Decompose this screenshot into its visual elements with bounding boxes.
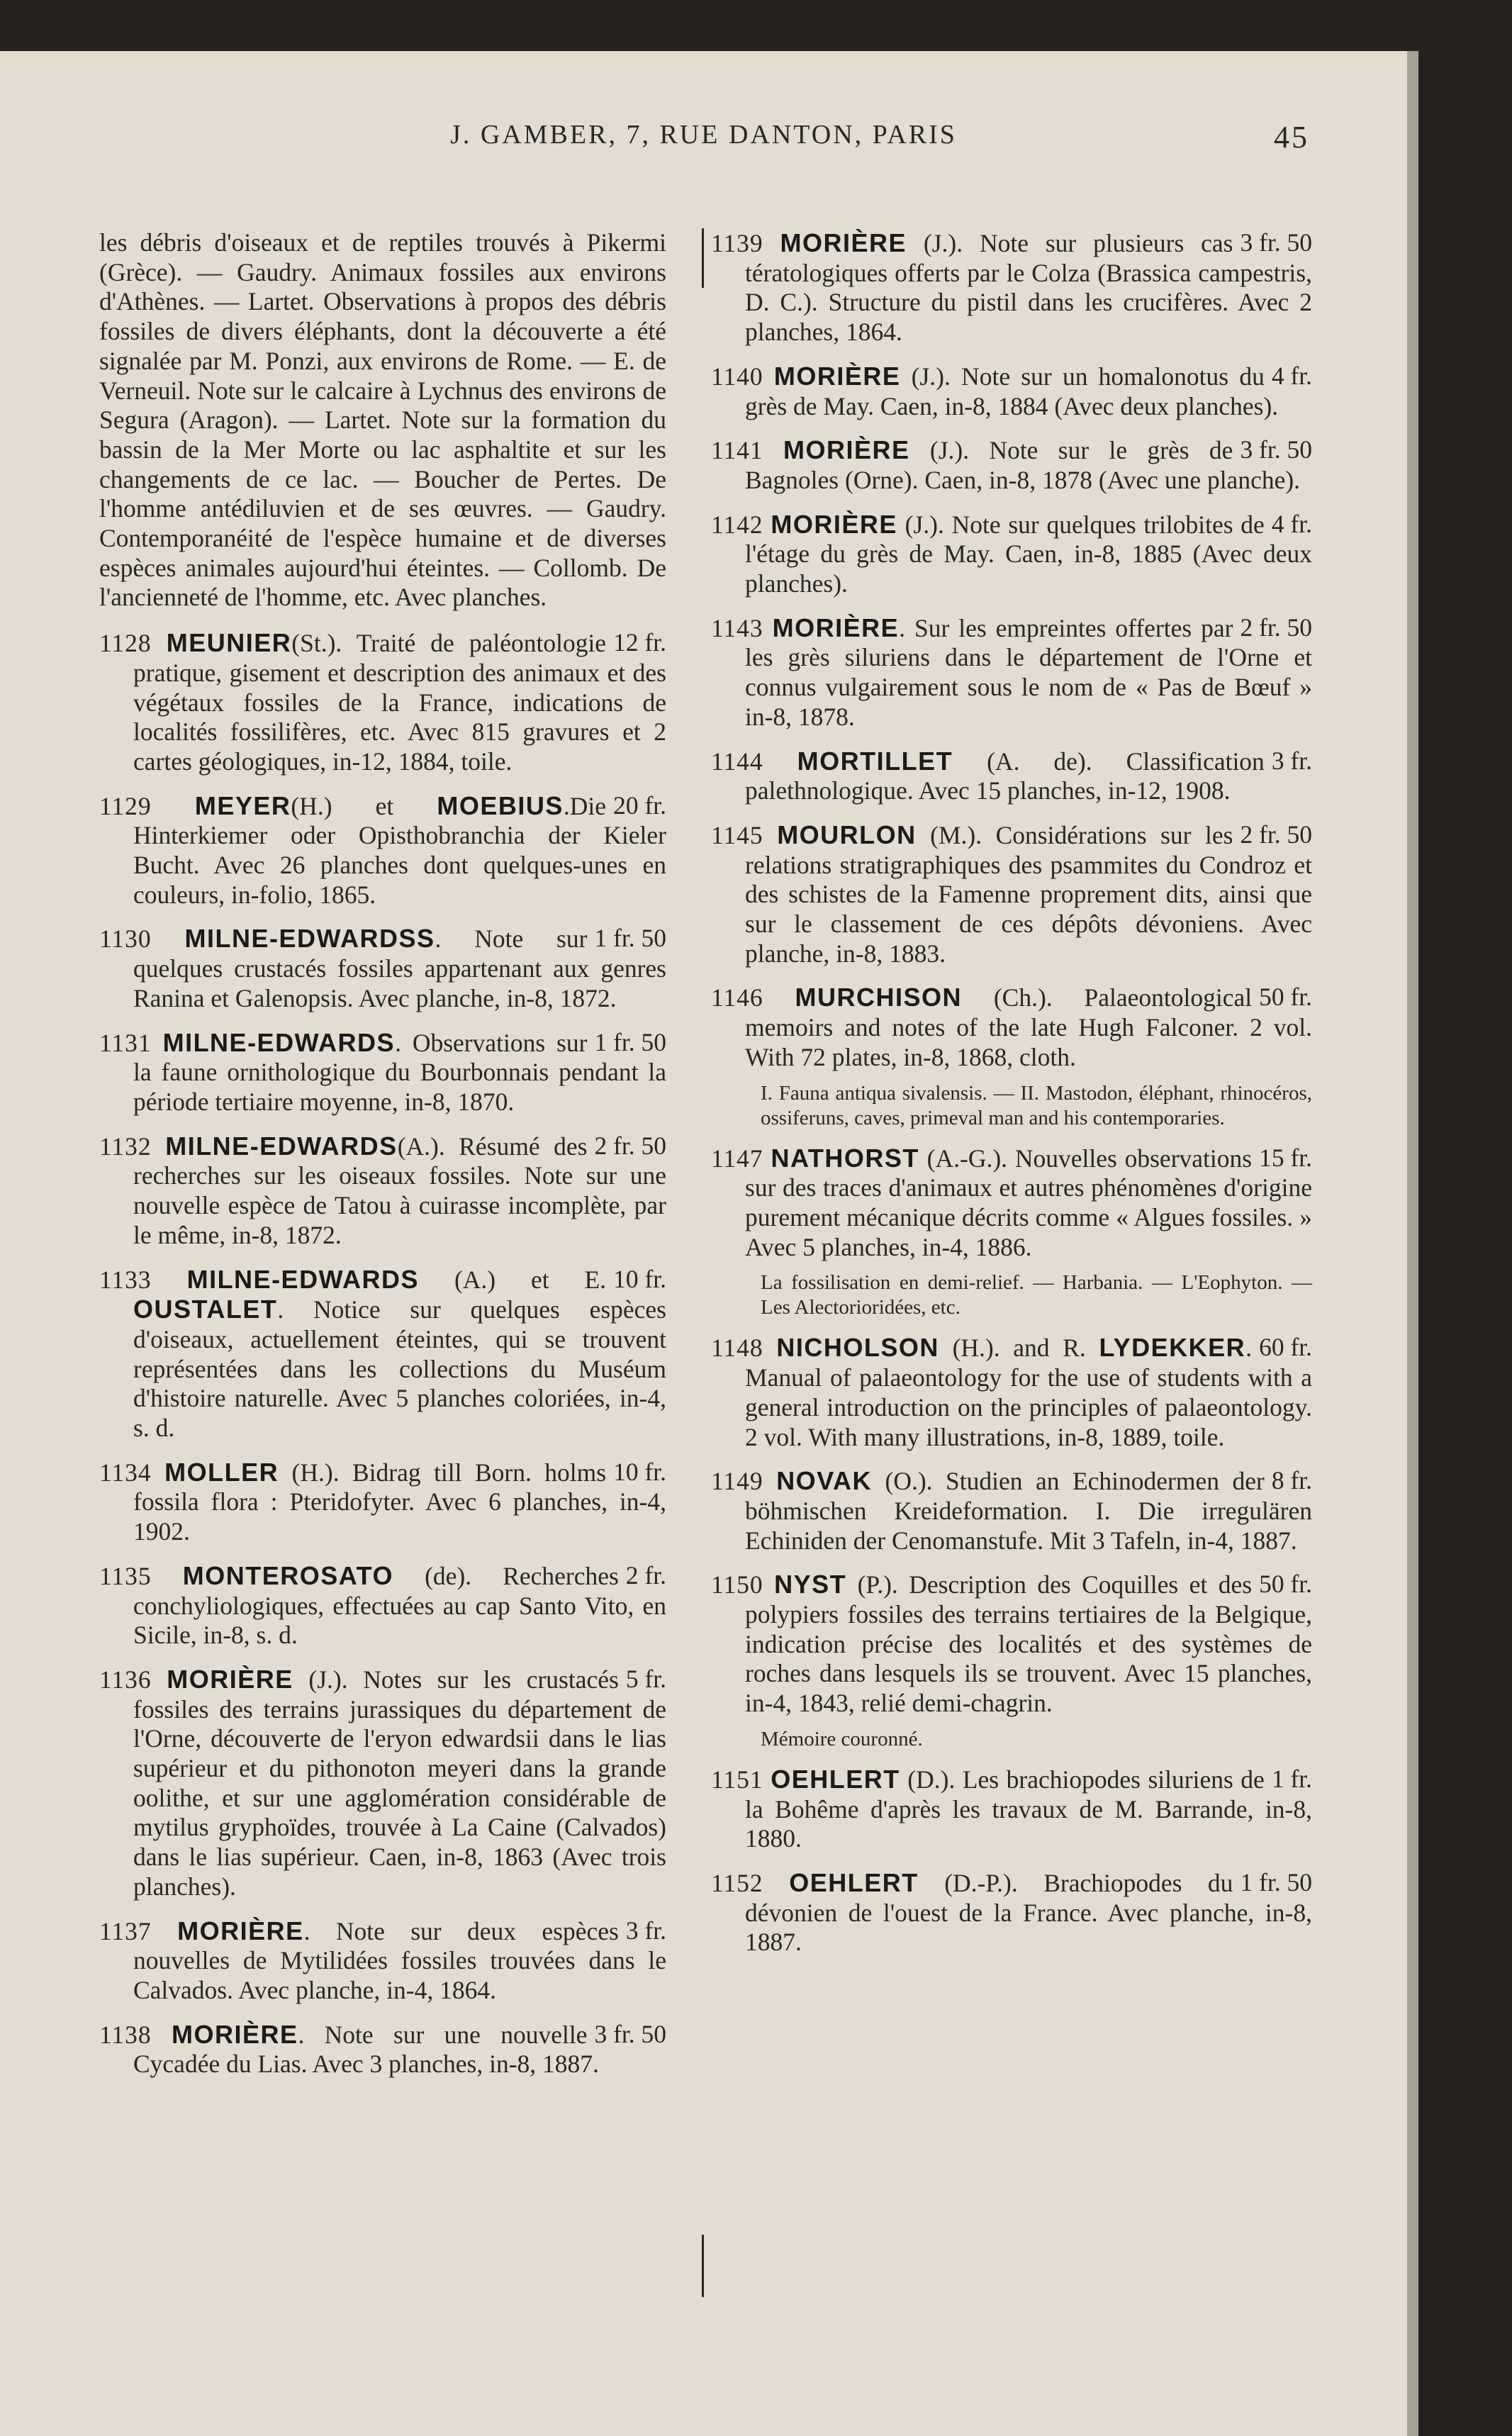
entry-author: MOLLER xyxy=(164,1457,279,1487)
entry-price: 8 fr. xyxy=(1271,1466,1312,1495)
entry-author: NICHOLSON xyxy=(776,1333,939,1363)
catalog-entry xyxy=(711,1868,1312,1957)
entry-number: 1136 xyxy=(99,1665,152,1694)
entry-price: 3 fr. 50 xyxy=(1240,228,1312,257)
entry-number: 1139 xyxy=(711,229,763,257)
entry-note: Mémoire couronné. xyxy=(761,1727,923,1750)
entry-description: (J.). Note sur quelques trilobites de l'étage du grès de May. Caen, in-8, 1885 (Avec deux planches). xyxy=(745,510,1312,598)
entry-description: (D.). Les brachiopodes siluriens de la Bohême d'après les travaux de M. Barrande, in-8, 1880. xyxy=(745,1765,1312,1853)
entry-author-link: (H.) et xyxy=(291,791,437,820)
entry-number: 1135 xyxy=(99,1561,152,1590)
entry-author: MEUNIER xyxy=(166,628,292,658)
catalog-entry xyxy=(711,228,1312,347)
entry-author: MORIÈRE xyxy=(177,1916,304,1945)
catalog-entry xyxy=(99,1665,666,1902)
page-edge xyxy=(1407,51,1418,2436)
entry-number: 1140 xyxy=(711,362,763,391)
entry-author-link: (A.) et E. xyxy=(419,1265,607,1294)
entry-description: .Die Hinterkiemer oder Opisthobranchia der Kieler Bucht. Avec 26 planches dont quelques-unes en couleurs, in-folio, 1865. xyxy=(133,791,666,909)
entry-author: MILNE-EDWARDS xyxy=(165,1131,398,1161)
entry-price: 50 fr. xyxy=(1259,983,1312,1012)
catalog-entry xyxy=(711,983,1312,1072)
entry-number: 1134 xyxy=(99,1458,152,1487)
continued-entry-text: les débris d'oiseaux et de reptiles trouvés à Pikermi (Grèce). — Gaudry. Animaux fossiles aux environs d'Athènes. — Lartet. Observations à propos des débris fossiles de divers éléphants, dont la découverte a été signalée par M. Ponzi, aux environs de Rome. — E. de Verneuil. Note sur le calcaire à Lychnus des environs de Segura (Aragon). — Lartet. Note sur la formation du bassin de la Mer Morte ou lac asphaltite et sur les changements de ce lac. — Boucher de Pertes. De l'homme antédiluvien et de ses œuvres. — Gaudry. Contemporanéité de l'espèce humaine et de diverses espèces animales aujourd'hui éteintes. — Collomb. De l'ancienneté de l'homme, etc. Avec planches. xyxy=(99,228,666,612)
entry-number: 1138 xyxy=(99,2020,152,2049)
entry-price: 1 fr. 50 xyxy=(1240,1867,1312,1896)
entry-author: MORIÈRE xyxy=(780,228,907,257)
entry-description: . Note sur une nouvelle Cycadée du Lias. Avec 3 planches, in-8, 1887. xyxy=(133,2020,599,2079)
entry-note: I. Fauna antiqua sivalensis. — II. Mastodon, éléphant, rhinocéros, ossiferuns, caves, primeval man and his contemporaries. xyxy=(761,1081,1312,1129)
entry-author: MORTILLET xyxy=(797,746,953,776)
entry-price: 10 fr. xyxy=(613,1457,666,1486)
catalog-entry xyxy=(711,1765,1312,1854)
entry-number: 1141 xyxy=(711,436,763,465)
entry-description: (J.). Note sur plusieurs cas tératologiques offerts par le Colza (Brassica campestris, D. C.). Structure du pistil dans les crucifères. Avec 2 planches, 1864. xyxy=(745,229,1312,347)
entry-description: . Note sur quelques crustacés fossiles appartenant aux genres Ranina et Galenopsis. Avec planche, in-8, 1872. xyxy=(133,924,666,1012)
entry-author-link: (H.). and R. xyxy=(939,1334,1099,1363)
entry-price: 3 fr. 50 xyxy=(594,2019,666,2048)
entry-number: 1130 xyxy=(99,924,152,954)
entry-description: (St.). Traité de paléontologie pratique, gisement et description des animaux et des végétaux fossiles de la France, indications de localités fossilifères, etc. Avec 815 gravures et 2 cartes géologiques, in-12, 1884, toile. xyxy=(133,629,666,776)
entry-author: MORIÈRE xyxy=(171,2019,298,2049)
entry-price: 1 fr. xyxy=(1271,1764,1312,1793)
entry-price: 2 fr. 50 xyxy=(1240,820,1312,849)
entry-note: La fossilisation en demi-relief. — Harbania. — L'Eophyton. — Les Alectorioridées, etc. xyxy=(761,1271,1312,1319)
catalog-entry xyxy=(711,1333,1312,1452)
entry-price: 60 fr. xyxy=(1259,1333,1312,1362)
entry-description: . Manual of palaeontology for the use of students with a general introduction on the principles of palaeontology. 2 vol. With many illustrations, in-8, 1889, toile. xyxy=(745,1334,1312,1451)
page-header xyxy=(0,119,1407,162)
entry-description: (P.). Description des Coquilles et des polypiers fossiles des terrains tertiaires de la Belgique, indication précise des localités et des systèmes de roches dans lesquels ils se trouvent. Avec 15 planches, in-4, 1843, relié demi-chagrin. xyxy=(745,1570,1312,1718)
entry-coauthor: OUSTALET xyxy=(133,1295,278,1324)
entry-price: 3 fr. 50 xyxy=(1240,435,1312,464)
entry-number: 1137 xyxy=(99,1916,152,1945)
entry-price: 12 fr. xyxy=(613,628,666,657)
catalog-entry xyxy=(99,1561,666,1650)
running-title: J. GAMBER, 7, RUE DANTON, PARIS xyxy=(450,120,957,150)
entry-author: MONTEROSATO xyxy=(182,1560,393,1590)
catalog-entry xyxy=(99,1458,666,1547)
catalog-entry xyxy=(99,2020,666,2079)
entry-author: MURCHISON xyxy=(795,983,963,1012)
entry-description: (J.). Note sur un homalonotus du grès de May. Caen, in-8, 1884 (Avec deux planches). xyxy=(745,362,1279,420)
entry-coauthor: MOEBIUS xyxy=(437,790,564,820)
entry-description: . Sur les empreintes offertes par les grès siluriens dans le département de l'Orne et connus vulgairement sous le nom de « Pas de Bœuf » in-8, 1878. xyxy=(745,613,1312,731)
entry-description: (J.). Notes sur les crustacés fossiles des terrains jurassiques du département de l'Orne, découverte de l'eryon edwardsii dans le lias supérieur et du pithonoton meyeri dans la grande oolithe, et sur une agglomération considérable de mytilus gryphoïdes, trouvée à La Caine (Calvados) dans le lias supérieur. Caen, in-8, 1863 (Avec trois planches). xyxy=(133,1665,666,1901)
entry-price: 3 fr. xyxy=(1271,746,1312,775)
entry-number: 1149 xyxy=(711,1467,763,1496)
entry-number: 1131 xyxy=(99,1028,152,1057)
entry-number: 1143 xyxy=(711,613,763,642)
catalog-entry xyxy=(711,1466,1312,1555)
entry-description: . Notice sur quelques espèces d'oiseaux, actuellement éteintes, qui se trouvent représentées dans les collections du Muséum d'histoire naturelle. Avec 5 planches coloriées, in-4, s. d. xyxy=(133,1295,666,1443)
entry-number: 1132 xyxy=(99,1132,152,1161)
catalog-entry xyxy=(99,628,666,777)
entry-description: (Ch.). Palaeontological memoirs and notes of the late Hugh Falconer. 2 vol. With 72 plates, in-8, 1868, cloth. xyxy=(745,983,1312,1071)
entry-author: MILNE-EDWARDSS xyxy=(184,924,435,954)
column-rule-top xyxy=(702,228,704,288)
entry-number: 1151 xyxy=(711,1765,763,1794)
entry-description: (de). Recherches conchyliologiques, effectuées au cap Santo Vito, en Sicile, in-8, s. d. xyxy=(133,1561,666,1650)
entry-price: 1 fr. 50 xyxy=(594,1027,666,1056)
catalog-entry xyxy=(99,1132,666,1251)
entry-number: 1150 xyxy=(711,1570,763,1599)
column-rule-bottom xyxy=(702,2235,704,2297)
entry-description: (J.). Note sur le grès de Bagnoles (Orne). Caen, in-8, 1878 (Avec une planche). xyxy=(745,436,1301,494)
entry-author: MORIÈRE xyxy=(783,435,910,465)
entry-author: NOVAK xyxy=(776,1466,873,1496)
entry-number: 1145 xyxy=(711,820,763,849)
entry-price: 1 fr. 50 xyxy=(594,924,666,953)
catalog-entry xyxy=(711,1570,1312,1719)
right-column xyxy=(711,228,1312,1972)
entry-description: (H.). Bidrag till Born. holms fossila flora : Pteridofyter. Avec 6 planches, in-4, 1902. xyxy=(133,1458,666,1546)
entry-description: (A. de). Classification palethnologique. Avec 15 planches, in-12, 1908. xyxy=(745,747,1265,805)
entry-number: 1147 xyxy=(711,1144,763,1173)
entry-number: 1129 xyxy=(99,791,152,820)
entry-price: 50 fr. xyxy=(1259,1570,1312,1599)
entry-price: 5 fr. xyxy=(625,1664,666,1693)
entry-number: 1142 xyxy=(711,510,763,539)
entry-author: OEHLERT xyxy=(789,1867,919,1897)
entry-price: 15 fr. xyxy=(1259,1143,1312,1172)
entry-number: 1133 xyxy=(99,1265,152,1294)
entry-description: (A.). Résumé des recherches sur les oiseaux fossiles. Note sur une nouvelle espèce de Tatou à cuirasse incomplète, par le même, in-8, 1872. xyxy=(133,1132,666,1249)
entry-author: MORIÈRE xyxy=(773,361,901,391)
entry-number: 1144 xyxy=(711,747,763,776)
catalog-entry xyxy=(711,747,1312,806)
catalog-entry xyxy=(99,791,666,910)
entry-description: (D.-P.). Brachiopodes du dévonien de l'ouest de la France. Avec planche, in-8, 1887. xyxy=(745,1868,1312,1957)
entry-author: MORIÈRE xyxy=(771,509,897,539)
entry-author: NYST xyxy=(774,1570,847,1599)
entry-author: MILNE-EDWARDS xyxy=(186,1264,420,1294)
entry-description: (M.). Considérations sur les relations stratigraphiques des psammites du Condroz et des schistes de la Famenne proprement dits, ainsi que sur le classement de ces dépôts dévoniens. Avec planche, in-8, 1883. xyxy=(745,820,1312,968)
entry-price: 4 fr. xyxy=(1271,509,1312,538)
catalog-entry xyxy=(99,1028,666,1117)
entry-price: 3 fr. xyxy=(625,1916,666,1945)
entry-coauthor: LYDEKKER xyxy=(1099,1333,1246,1363)
entry-number: 1148 xyxy=(711,1334,763,1363)
entry-author: OEHLERT xyxy=(771,1764,900,1794)
catalog-entry xyxy=(711,510,1312,599)
entry-author: MEYER xyxy=(194,790,291,820)
catalog-entry xyxy=(711,613,1312,732)
entry-price: 2 fr. 50 xyxy=(1240,613,1312,642)
catalog-entry xyxy=(711,820,1312,969)
entry-author: MOURLON xyxy=(777,820,917,849)
entry-author: NATHORST xyxy=(771,1143,919,1173)
entry-price: 10 fr. xyxy=(613,1264,666,1293)
catalog-entry xyxy=(711,435,1312,495)
entry-price: 2 fr. xyxy=(625,1560,666,1589)
entry-description: . Note sur deux espèces nouvelles de Mytilidées fossiles trouvées dans le Calvados. Avec planche, in-4, 1864. xyxy=(133,1916,666,2004)
entry-author: MORIÈRE xyxy=(167,1664,293,1694)
left-column xyxy=(99,228,666,2094)
entry-description: (A.-G.). Nouvelles observations sur des traces d'animaux et autres phénomènes d'origine purement mécanique décrits comme « Algues fossiles. » Avec 5 planches, in-4, 1886. xyxy=(745,1144,1312,1261)
entry-author: MORIÈRE xyxy=(772,613,900,642)
entry-number: 1146 xyxy=(711,983,763,1012)
entry-price: 4 fr. xyxy=(1271,361,1312,390)
catalog-entry xyxy=(99,924,666,1013)
entry-price: 20 fr. xyxy=(613,790,666,820)
entry-number: 1128 xyxy=(99,629,152,658)
entry-number: 1152 xyxy=(711,1868,763,1897)
catalog-entry xyxy=(99,1916,666,2006)
catalog-entry xyxy=(711,1144,1312,1263)
catalog-entry xyxy=(99,1265,666,1443)
entry-price: 2 fr. 50 xyxy=(594,1131,666,1160)
catalog-entry xyxy=(711,362,1312,421)
entry-author: MILNE-EDWARDS xyxy=(162,1027,396,1057)
entry-description: (O.). Studien an Echinodermen der böhmischen Kreideformation. I. Die irregulären Echiniden der Cenomanstufe. Mit 3 Tafeln, in-4, 1887. xyxy=(745,1467,1312,1555)
page-number: 45 xyxy=(1274,120,1309,155)
entry-description: . Observations sur la faune ornithologique du Bourbonnais pendant la période tertiaire moyenne, in-8, 1870. xyxy=(133,1028,666,1116)
